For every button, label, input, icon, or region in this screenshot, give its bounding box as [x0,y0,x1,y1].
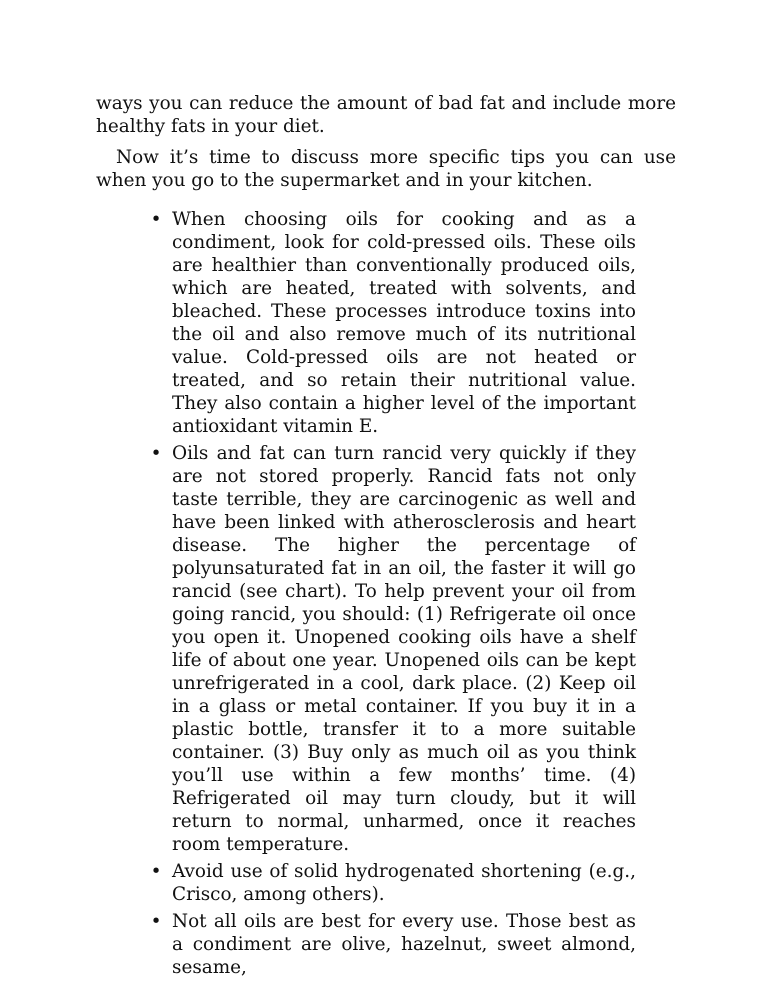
bullet-icon: • [150,911,162,932]
page-body [96,92,676,983]
list-item-text: When choosing oils for cooking and as a condiment, look for cold-pressed oils. These oils are healthier than conventionally produced oils, which are heated, treated with solvents, and bleached. These processes introduce toxins into the oil and also remove much of its nutritional value. Cold-pressed oils are not heated or treated, and so retain their nutritional value. They also contain a higher level of the important antioxidant vitamin E. [172,209,636,437]
list-item [150,442,636,856]
paragraph-continued: ways you can reduce the amount of bad fat and include more healthy fats in your diet. [96,93,676,137]
list-item [150,208,636,438]
list-item [150,860,636,906]
paragraph-intro: Now it’s time to discuss more specific tips you can use when you go to the supermarket and in your kitchen. [96,147,676,191]
bullet-icon: • [150,209,162,230]
tips-list [96,208,636,979]
bullet-icon: • [150,443,162,464]
list-item-text: Oils and fat can turn rancid very quickly if they are not stored properly. Rancid fats not only taste terrible, they are carcinogenic as well and have been linked with atherosclerosis and heart disease. The higher the percentage of polyunsaturated fat in an oil, the faster it will go rancid (see chart). To help prevent your oil from going rancid, you should: (1) Refrigerate oil once you open it. Unopened cooking oils have a shelf life of about one year. Unopened oils can be kept unrefrigerated in a cool, dark place. (2) Keep oil in a glass or metal container. If you buy it in a plastic bottle, transfer it to a more suitable container. (3) Buy only as much oil as you think you’ll use within a few months’ time. (4) Refrigerated oil may turn cloudy, but it will return to normal, unharmed, once it reaches room temperature. [172,443,636,855]
list-item-text: Not all oils are best for every use. Those best as a condiment are olive, hazelnut, sweet almond, sesame, [172,911,636,978]
list-item [150,910,636,979]
bullet-icon: • [150,861,162,882]
list-item-text: Avoid use of solid hydrogenated shortening (e.g., Crisco, among others). [172,861,636,905]
